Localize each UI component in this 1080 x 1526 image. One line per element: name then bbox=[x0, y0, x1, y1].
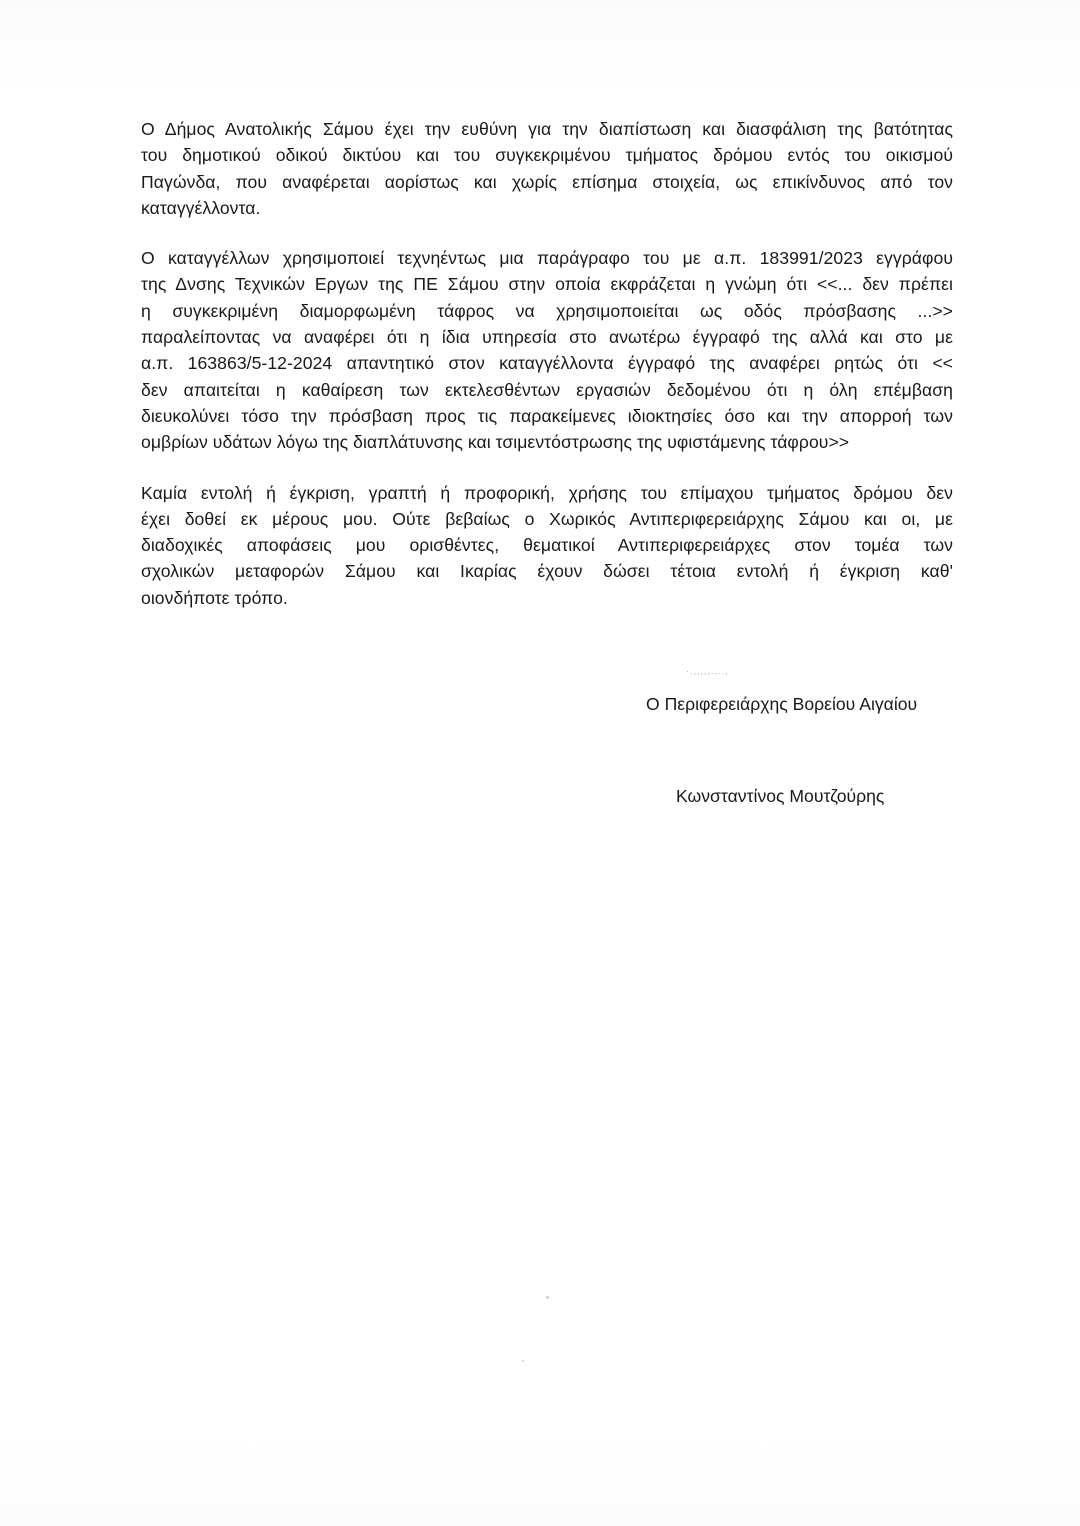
paragraph-complainant-citation bbox=[141, 245, 953, 455]
scan-speck bbox=[522, 1360, 524, 1362]
text-line: η συγκεκριμένη διαμορφωμένη τάφρος να χρησιμοποιείται ως οδός πρόσβασης ...>> bbox=[141, 300, 953, 321]
signatory-name: Κωνσταντίνος Μουτζούρης bbox=[676, 786, 885, 806]
text-line: α.π. 163863/5-12-2024 απαντητικό στον καταγγέλλοντα έγγραφό της αναφέρει ρητώς ότι << bbox=[141, 353, 953, 374]
paragraph-no-approval-given bbox=[141, 480, 953, 611]
text-line: έχει δοθεί εκ μέρους μου. Ούτε βεβαίως ο Χωρικός Αντιπεριφερειάρχης Σάμου και οι, με bbox=[141, 508, 953, 529]
scan-speck bbox=[546, 1296, 549, 1299]
text-line: Καμία εντολή ή έγκριση, γραπτή ή προφορική, χρήσης του επίμαχου τμήματος δρόμου δεν bbox=[141, 482, 953, 503]
signatory-title: Ο Περιφερειάρχης Βορείου Αιγαίου bbox=[646, 694, 918, 714]
text-line: Ο Δήμος Ανατολικής Σάμου έχει την ευθύνη για την διαπίστωση και διασφάλιση της βατότητας bbox=[141, 119, 953, 139]
text-line: Παγώνδα, που αναφέρεται αορίστως και χωρίς επίσημα στοιχεία, ως επικίνδυνος από τον bbox=[141, 171, 953, 192]
text-line: σχολικών μεταφορών Σάμου και Ικαρίας έχουν δώσει τέτοια εντολή ή έγκριση καθ' bbox=[141, 561, 953, 582]
text-line: της Δνσης Τεχνικών Εργων της ΠΕ Σάμου στην οποία εκφράζεται η γνώμη ότι <<... δεν πρέπει bbox=[141, 274, 953, 295]
text-line: οιονδήποτε τρόπο. bbox=[141, 587, 288, 608]
signature-mark: ·.,,,,,.,.., bbox=[686, 666, 729, 676]
text-line: διευκολύνει τόσο την πρόσβαση προς τις παρακείμενες ιδιοκτησίες όσο και την απορροή των bbox=[141, 405, 953, 426]
text-line: παραλείποντας να αναφέρει ότι η ίδια υπηρεσία στο ανωτέρω έγγραφό της αλλά και στο με bbox=[141, 327, 953, 348]
letter-body bbox=[141, 116, 953, 635]
text-line: δεν απαιτείται η καθαίρεση των εκτελεσθέντων εργασιών δεδομένου ότι η όλη επέμβαση bbox=[141, 379, 953, 400]
text-line: καταγγέλλοντα. bbox=[141, 197, 261, 218]
text-line: διαδοχικές αποφάσεις μου ορισθέντες, θεματικοί Αντιπεριφερειάρχες στον τομέα των bbox=[141, 535, 953, 556]
text-line: Ο καταγγέλλων χρησιμοποιεί τεχνηέντως μια παράγραφο του με α.π. 183991/2023 εγγράφου bbox=[141, 248, 953, 269]
paragraph-municipality-responsibility bbox=[141, 116, 953, 221]
text-line: ομβρίων υδάτων λόγω της διαπλάτυνσης και τσιμεντόστρωσης της υφιστάμενης τάφρου>> bbox=[141, 432, 850, 453]
text-line: του δημοτικού οδικού δικτύου και του συγκεκριμένου τμήματος δρόμου εντός του οικισμού bbox=[141, 145, 953, 166]
